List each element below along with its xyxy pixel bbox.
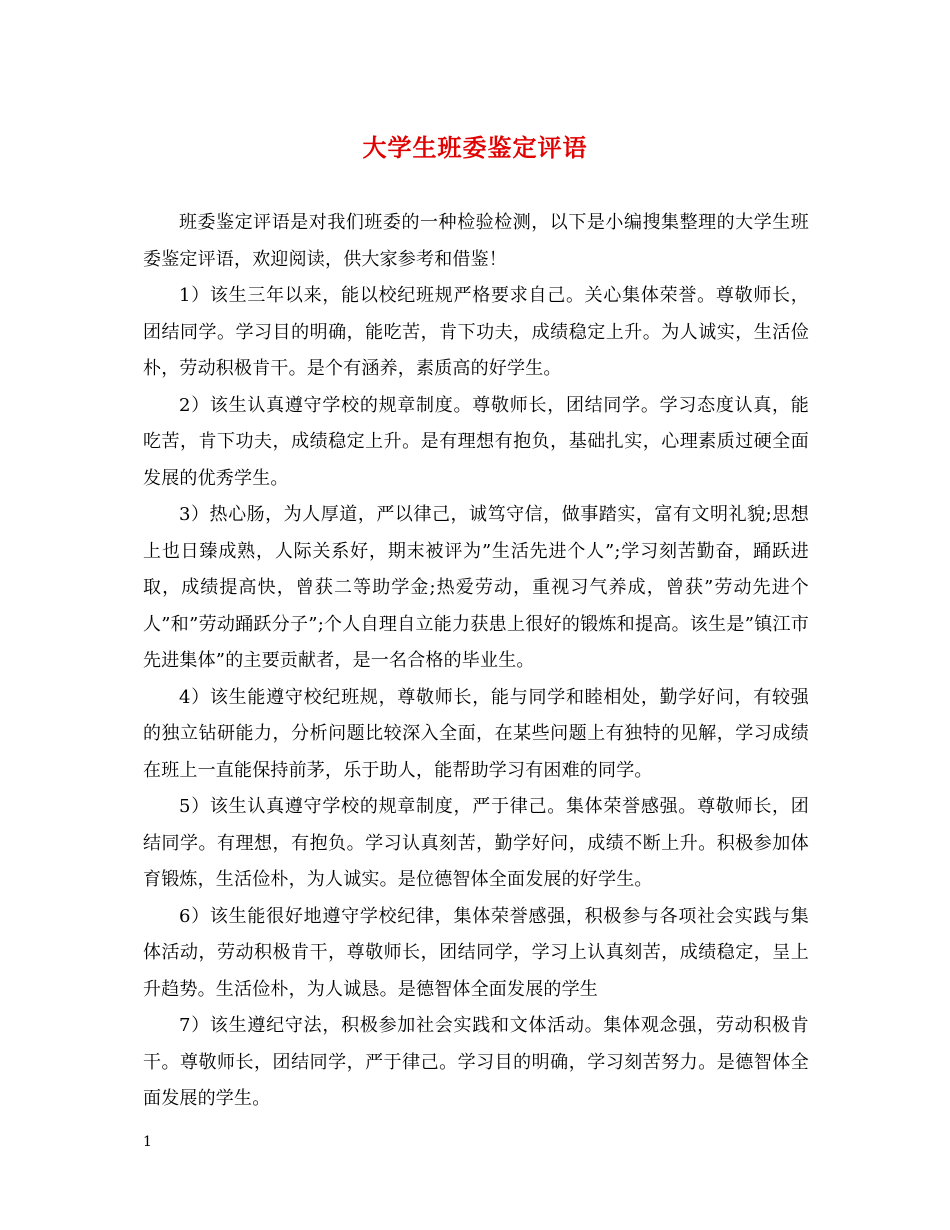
intro-paragraph: 班委鉴定评语是对我们班委的一种检验检测，以下是小编搜集整理的大学生班委鉴定评语，欢迎阅读，供大家参考和借鉴！ — [143, 212, 809, 270]
comment-paragraph-3: 3）热心肠，为人厚道，严以律己，诚笃守信，做事踏实，富有文明礼貌;思想上也日臻成熟，人际关系好，期末被评为”生活先进个人”;学习刻苦勤奋，踊跃进取，成绩提高快，曾获二等助学金;热爱劳动，重视习气养成，曾获”劳动先进个人”和”劳动踊跃分子”;个人自理自立能力获患上很好的锻炼和提高。该生是”镇江市先进集体”的主要贡献者，是一名合格的毕业生。 — [143, 504, 809, 671]
comment-paragraph-2: 2）该生认真遵守学校的规章制度。尊敬师长，团结同学。学习态度认真，能吃苦，肯下功夫，成绩稳定上升。是有理想有抱负，基础扎实，心理素质过硬全面发展的优秀学生。 — [143, 394, 809, 489]
comment-paragraph-1: 1）该生三年以来，能以校纪班规严格要求自己。关心集体荣誉。尊敬师长，团结同学。学习目的明确，能吃苦，肯下功夫，成绩稳定上升。为人诚实，生活俭朴，劳动积极肯干。是个有涵养，素质高的好学生。 — [143, 285, 809, 379]
page-number: 1 — [143, 1134, 152, 1150]
comment-paragraph-7: 7）该生遵纪守法，积极参加社会实践和文体活动。集体观念强，劳动积极肯干。尊敬师长，团结同学，严于律己。学习目的明确，学习刻苦努力。是德智体全面发展的学生。 — [143, 1015, 809, 1109]
document-title: 大学生班委鉴定评语 — [362, 133, 588, 162]
comment-paragraph-4: 4）该生能遵守校纪班规，尊敬师长，能与同学和睦相处，勤学好问，有较强的独立钻研能力，分析问题比较深入全面，在某些问题上有独特的见解，学习成绩在班上一直能保持前茅，乐于助人，能帮助学习有困难的同学。 — [143, 686, 809, 781]
comment-paragraph-6: 6）该生能很好地遵守学校纪律，集体荣誉感强，积极参与各项社会实践与集体活动，劳动积极肯干，尊敬师长，团结同学，学习上认真刻苦，成绩稳定，呈上升趋势。生活俭朴，为人诚恳。是德智体全面发展的学生 — [143, 905, 809, 1000]
comment-paragraph-5: 5）该生认真遵守学校的规章制度，严于律己。集体荣誉感强。尊敬师长，团结同学。有理想，有抱负。学习认真刻苦，勤学好问，成绩不断上升。积极参加体育锻炼，生活俭朴，为人诚实。是位德智体全面发展的好学生。 — [143, 796, 809, 890]
document-body — [143, 205, 809, 1118]
